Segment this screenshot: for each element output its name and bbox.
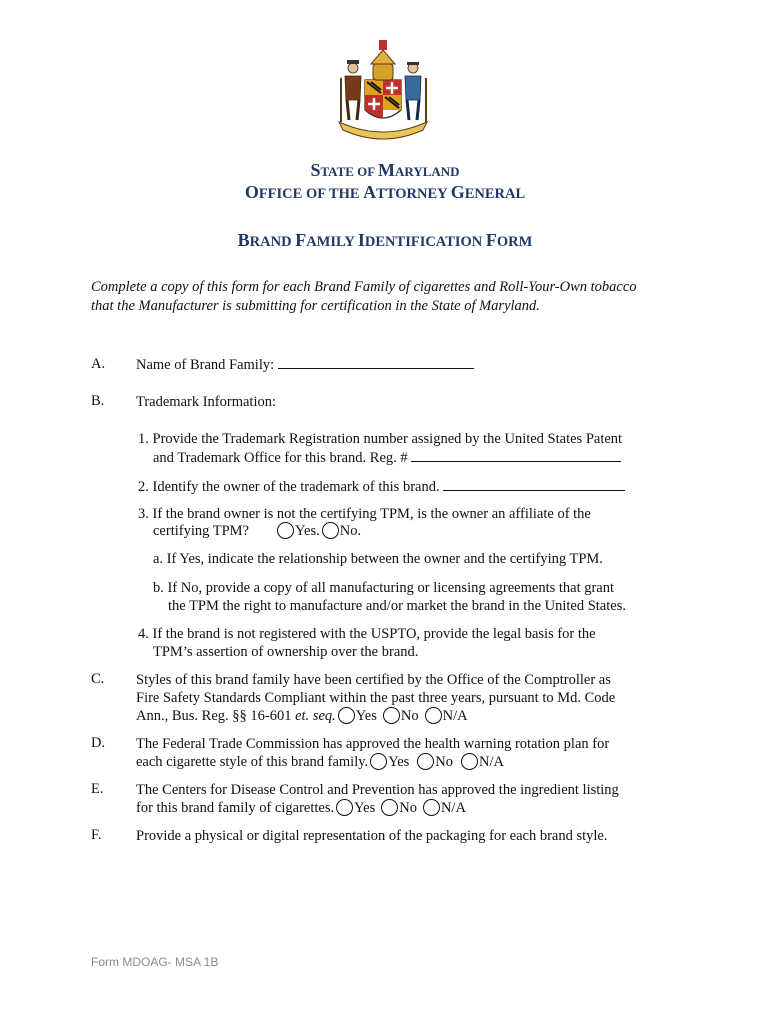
b3b-line1: b. If No, provide a copy of all manufacturing or licensing agreements that grant bbox=[153, 580, 615, 596]
e-line1: The Centers for Disease Control and Prevention has approved the ingredient listing bbox=[136, 782, 619, 798]
affiliate-label: certifying TPM? bbox=[153, 523, 249, 539]
heading-cap: S bbox=[310, 160, 321, 180]
b1-line2 bbox=[153, 449, 621, 467]
no-label: No. bbox=[339, 523, 362, 539]
c-line3 bbox=[136, 707, 468, 725]
brand-family-field[interactable] bbox=[278, 356, 474, 369]
reg-label: and Trademark Office for this brand. Reg. # bbox=[153, 450, 412, 466]
heading-rest: DENTIFICATION bbox=[364, 234, 486, 250]
cdc-label: for this brand family of cigarettes. bbox=[136, 800, 335, 816]
d-yes-radio[interactable] bbox=[370, 753, 387, 770]
heading-cap: O bbox=[244, 182, 259, 202]
heading-rest: AMILY bbox=[306, 234, 358, 250]
e-no-radio[interactable] bbox=[381, 799, 398, 816]
no-label: No bbox=[435, 754, 454, 770]
b3b-line2: the TPM the right to manufacture and/or market the brand in the United States. bbox=[168, 598, 626, 614]
heading-cap: B bbox=[237, 230, 250, 250]
b3-line1: 3. If the brand owner is not the certifying TPM, is the owner an affiliate of the bbox=[138, 506, 591, 522]
statute-ref: Ann., Bus. Reg. §§ 16-601 bbox=[136, 708, 296, 724]
c-no-radio[interactable] bbox=[383, 707, 400, 724]
heading-rest: RAND bbox=[249, 234, 296, 250]
heading-cap: F bbox=[485, 230, 497, 250]
yes-label: Yes. bbox=[294, 523, 320, 539]
c-yes-radio[interactable] bbox=[338, 707, 355, 724]
reg-number-field[interactable] bbox=[411, 449, 621, 462]
d-no-radio[interactable] bbox=[417, 753, 434, 770]
section-f-letter: F. bbox=[91, 827, 102, 843]
yes-label: Yes bbox=[354, 800, 376, 816]
form-id-footer: Form MDOAG- MSA 1B bbox=[91, 955, 219, 969]
c-line1: Styles of this brand family have been certified by the Office of the Comptroller as bbox=[136, 672, 611, 688]
office-heading bbox=[0, 182, 770, 203]
e-line2 bbox=[136, 799, 466, 817]
c-na-radio[interactable] bbox=[425, 707, 442, 724]
b4-line1: 4. If the brand is not registered with the USPTO, provide the legal basis for the bbox=[138, 626, 596, 642]
heading-rest: TTORNEY bbox=[376, 186, 451, 202]
heading-cap: A bbox=[363, 182, 377, 202]
heading-cap: F bbox=[295, 230, 307, 250]
heading-rest: ARYLAND bbox=[395, 164, 460, 179]
f-text: Provide a physical or digital representation of the packaging for each brand style. bbox=[136, 828, 608, 844]
c-line2: Fire Safety Standards Compliant within the past three years, pursuant to Md. Code bbox=[136, 690, 616, 706]
instructions-line: Complete a copy of this form for each Brand Family of cigarettes and Roll-Your-Own tobacco bbox=[91, 279, 637, 295]
d-line2 bbox=[136, 753, 504, 771]
yes-label: Yes bbox=[355, 708, 377, 724]
yes-label: Yes bbox=[388, 754, 410, 770]
affiliate-no-radio[interactable] bbox=[322, 522, 339, 539]
no-label: No bbox=[400, 708, 419, 724]
b3-line2 bbox=[153, 522, 361, 540]
section-d-letter: D. bbox=[91, 735, 106, 751]
section-e-letter: E. bbox=[91, 781, 104, 797]
section-a-letter: A. bbox=[91, 356, 106, 372]
instructions bbox=[91, 278, 691, 316]
heading-cap: G bbox=[450, 182, 465, 202]
et-seq: et. seq. bbox=[295, 708, 336, 724]
no-label: No bbox=[399, 800, 417, 816]
heading-rest: ORM bbox=[496, 234, 533, 250]
heading-cap: M bbox=[378, 160, 395, 180]
heading-rest: ENERAL bbox=[464, 186, 526, 202]
b2 bbox=[138, 478, 625, 496]
affiliate-yes-radio[interactable] bbox=[277, 522, 294, 539]
b4-line2: TPM’s assertion of ownership over the brand. bbox=[153, 644, 419, 660]
section-b-title: Trademark Information: bbox=[136, 394, 277, 410]
e-yes-radio[interactable] bbox=[336, 799, 353, 816]
ftc-label: each cigarette style of this brand family. bbox=[136, 754, 369, 770]
owner-field[interactable] bbox=[443, 478, 625, 491]
instructions-line: that the Manufacturer is submitting for certification in the State of Maryland. bbox=[91, 298, 540, 314]
b3a: a. If Yes, indicate the relationship between the owner and the certifying TPM. bbox=[153, 551, 603, 567]
d-na-radio[interactable] bbox=[461, 753, 478, 770]
na-label: N/A bbox=[479, 754, 505, 770]
heading-rest: TATE OF bbox=[320, 164, 378, 179]
heading-cap: I bbox=[357, 230, 365, 250]
section-a bbox=[136, 356, 474, 374]
heading-rest: FFICE OF THE bbox=[258, 186, 364, 202]
na-label: N/A bbox=[442, 708, 468, 724]
state-of-maryland-heading bbox=[0, 160, 770, 181]
maryland-seal-icon bbox=[333, 38, 433, 140]
b1-line1: 1. Provide the Trademark Registration number assigned by the United States Patent bbox=[138, 431, 623, 447]
e-na-radio[interactable] bbox=[423, 799, 440, 816]
brand-family-label: Name of Brand Family: bbox=[136, 357, 278, 373]
section-c-letter: C. bbox=[91, 671, 105, 687]
d-line1: The Federal Trade Commission has approved the health warning rotation plan for bbox=[136, 736, 610, 752]
section-b-letter: B. bbox=[91, 393, 105, 409]
na-label: N/A bbox=[440, 800, 466, 816]
owner-label: 2. Identify the owner of the trademark of this brand. bbox=[138, 479, 444, 495]
form-title-heading bbox=[0, 230, 770, 251]
